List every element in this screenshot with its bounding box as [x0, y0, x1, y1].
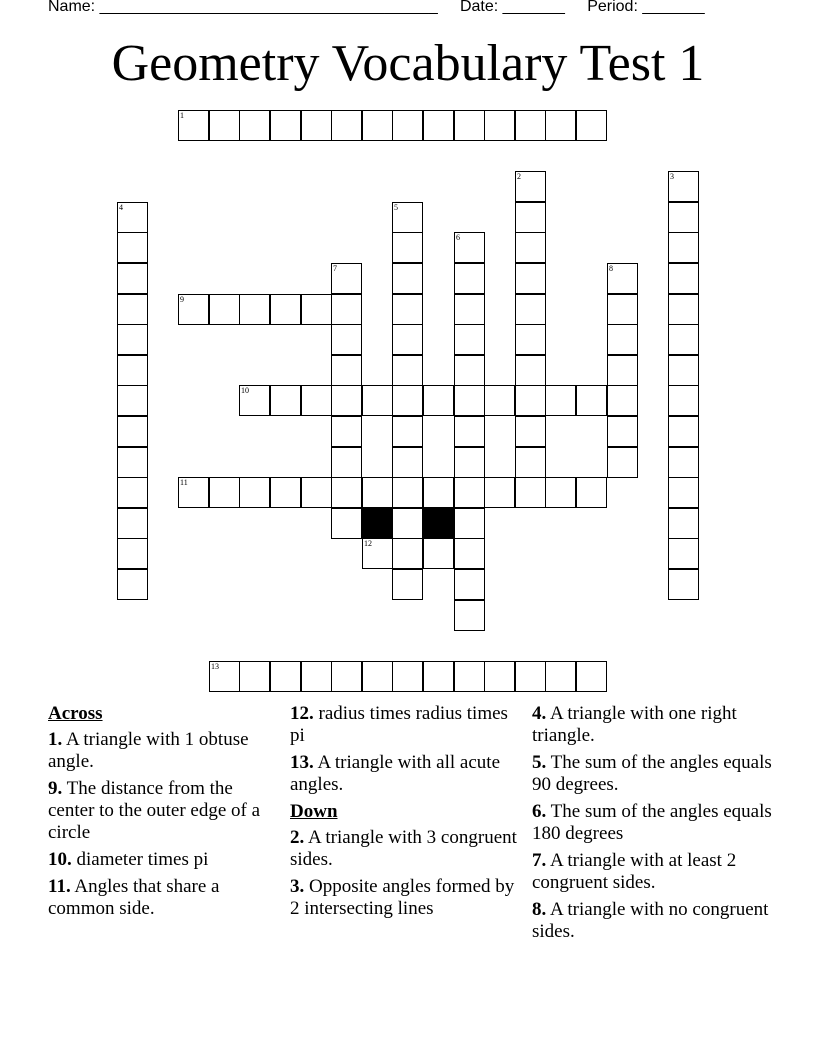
- crossword-cell[interactable]: [454, 110, 485, 141]
- crossword-cell[interactable]: [331, 110, 362, 141]
- crossword-cell[interactable]: [392, 263, 423, 294]
- clue-column-2: [290, 703, 518, 925]
- crossword-cell[interactable]: [515, 385, 546, 416]
- crossword-cell[interactable]: [239, 385, 270, 416]
- crossword-cell[interactable]: [301, 661, 332, 692]
- crossword-cell[interactable]: [454, 232, 485, 263]
- clue-number: 4: [119, 203, 123, 212]
- crossword-cell[interactable]: [454, 294, 485, 325]
- crossword-cell[interactable]: [668, 294, 699, 325]
- crossword-cell[interactable]: [484, 477, 515, 508]
- crossword-cell[interactable]: [209, 661, 240, 692]
- crossword-cell[interactable]: [270, 385, 301, 416]
- clue-down-6: 6. The sum of the angles equals 180 degrees: [532, 801, 772, 844]
- crossword-cell[interactable]: [484, 110, 515, 141]
- clue-down-8: 8. A triangle with no congruent sides.: [532, 899, 769, 942]
- crossword-cell[interactable]: [454, 508, 485, 539]
- clue-across-9: 9. The distance from the center to the outer edge of a circle: [48, 778, 261, 843]
- crossword-cell[interactable]: [545, 477, 576, 508]
- crossword-cell[interactable]: [515, 447, 546, 478]
- clue-across-11: 11. Angles that share a common side.: [48, 876, 220, 919]
- crossword-cell[interactable]: [117, 355, 148, 386]
- down-heading: Down: [290, 801, 338, 822]
- crossword-cell[interactable]: [392, 661, 423, 692]
- crossword-cell[interactable]: [239, 110, 270, 141]
- crossword-cell[interactable]: [545, 110, 576, 141]
- crossword-cell[interactable]: [454, 263, 485, 294]
- crossword-cell[interactable]: [515, 661, 546, 692]
- crossword-cell[interactable]: [423, 385, 454, 416]
- clue-number: 6: [456, 233, 460, 242]
- crossword-cell[interactable]: [362, 661, 393, 692]
- crossword-cell[interactable]: [454, 569, 485, 600]
- clue-number: 11: [180, 478, 188, 487]
- clue-number: 7: [333, 264, 337, 273]
- clue-down-5: 5. The sum of the angles equals 90 degrees.: [532, 752, 772, 795]
- crossword-cell[interactable]: [270, 477, 301, 508]
- page-title: Geometry Vocabulary Test 1: [111, 35, 705, 92]
- crossword-cell[interactable]: [331, 324, 362, 355]
- crossword-cell[interactable]: [392, 477, 423, 508]
- crossword-cell[interactable]: [454, 355, 485, 386]
- crossword-cell[interactable]: [668, 447, 699, 478]
- crossword-cell[interactable]: [362, 538, 393, 569]
- clue-column-3: [532, 703, 772, 948]
- period-blank[interactable]: _______: [642, 0, 705, 15]
- clue-across-1: 1. A triangle with 1 obtuse angle.: [48, 729, 249, 772]
- crossword-cell[interactable]: [239, 294, 270, 325]
- crossword-cell[interactable]: [178, 110, 209, 141]
- crossword-cell[interactable]: [576, 110, 607, 141]
- crossword-cell[interactable]: [331, 294, 362, 325]
- crossword-cell[interactable]: [668, 232, 699, 263]
- crossword-cell[interactable]: [331, 416, 362, 447]
- clue-across-12: 12. radius times radius times pi: [290, 703, 508, 746]
- crossword-cell[interactable]: [454, 661, 485, 692]
- crossword-cell[interactable]: [117, 538, 148, 569]
- crossword-cell[interactable]: [117, 569, 148, 600]
- clue-number: 10: [241, 386, 249, 395]
- crossword-cell[interactable]: [515, 232, 546, 263]
- clue-number: 13: [211, 662, 219, 671]
- period-label: Period:: [587, 0, 638, 15]
- crossword-cell[interactable]: [515, 477, 546, 508]
- clue-number: 3: [670, 172, 674, 181]
- clue-across-13: 13. A triangle with all acute angles.: [290, 752, 501, 795]
- crossword-cell[interactable]: [515, 416, 546, 447]
- crossword-cell[interactable]: [515, 324, 546, 355]
- crossword-block: [423, 508, 454, 539]
- crossword-cell[interactable]: [362, 477, 393, 508]
- crossword-cell[interactable]: [301, 110, 332, 141]
- clue-number: 5: [394, 203, 398, 212]
- crossword-cell[interactable]: [423, 661, 454, 692]
- crossword-cell[interactable]: [515, 110, 546, 141]
- crossword-cell[interactable]: [209, 477, 240, 508]
- crossword-block: [362, 508, 393, 539]
- clue-down-7: 7. A triangle with at least 2 congruent sides.: [532, 850, 737, 893]
- crossword-cell[interactable]: [607, 416, 638, 447]
- crossword-cell[interactable]: [515, 263, 546, 294]
- crossword-cell[interactable]: [454, 447, 485, 478]
- crossword-cell[interactable]: [392, 324, 423, 355]
- crossword-cell[interactable]: [423, 110, 454, 141]
- crossword-cell[interactable]: [117, 294, 148, 325]
- crossword-cell[interactable]: [117, 385, 148, 416]
- crossword-cell[interactable]: [668, 324, 699, 355]
- crossword-cell[interactable]: [392, 232, 423, 263]
- crossword-cell[interactable]: [607, 355, 638, 386]
- crossword-cell[interactable]: [178, 294, 209, 325]
- crossword-cell[interactable]: [270, 294, 301, 325]
- crossword-cell[interactable]: [117, 447, 148, 478]
- crossword-cell[interactable]: [117, 508, 148, 539]
- crossword-cell[interactable]: [454, 477, 485, 508]
- crossword-cell[interactable]: [668, 569, 699, 600]
- crossword-cell[interactable]: [576, 661, 607, 692]
- crossword-cell[interactable]: [607, 324, 638, 355]
- crossword-cell[interactable]: [117, 416, 148, 447]
- crossword-cell[interactable]: [484, 661, 515, 692]
- crossword-cell[interactable]: [392, 569, 423, 600]
- crossword-cell[interactable]: [515, 202, 546, 233]
- crossword-cell[interactable]: [668, 416, 699, 447]
- crossword-cell[interactable]: [454, 416, 485, 447]
- clue-number: 8: [609, 264, 613, 273]
- crossword-cell[interactable]: [117, 263, 148, 294]
- crossword-cell[interactable]: [454, 538, 485, 569]
- clue-across-10: 10. diameter times pi: [48, 849, 209, 870]
- crossword-cell[interactable]: [668, 385, 699, 416]
- crossword-cell[interactable]: [392, 416, 423, 447]
- crossword-cell[interactable]: [209, 294, 240, 325]
- name-label: Name:: [48, 0, 96, 15]
- crossword-cell[interactable]: [392, 202, 423, 233]
- crossword-cell[interactable]: [515, 171, 546, 202]
- crossword-cell[interactable]: [454, 324, 485, 355]
- crossword-cell[interactable]: [178, 477, 209, 508]
- crossword-cell[interactable]: [270, 110, 301, 141]
- clue-column-1: [48, 703, 278, 925]
- crossword-cell[interactable]: [392, 110, 423, 141]
- crossword-cell[interactable]: [117, 202, 148, 233]
- crossword-cell[interactable]: [331, 385, 362, 416]
- crossword-cell[interactable]: [331, 508, 362, 539]
- clue-down-3: 3. Opposite angles formed by 2 intersecting lines: [290, 876, 515, 919]
- crossword-cell[interactable]: [331, 263, 362, 294]
- crossword-cell[interactable]: [668, 263, 699, 294]
- clue-down-2: 2. A triangle with 3 congruent sides.: [290, 827, 517, 870]
- crossword-cell[interactable]: [301, 385, 332, 416]
- crossword-cell[interactable]: [545, 661, 576, 692]
- crossword-cell[interactable]: [454, 385, 485, 416]
- clue-number: 2: [517, 172, 521, 181]
- clue-number: 12: [364, 539, 372, 548]
- crossword-cell[interactable]: [454, 600, 485, 631]
- crossword-cell[interactable]: [607, 447, 638, 478]
- crossword-cell[interactable]: [362, 110, 393, 141]
- crossword-cell[interactable]: [331, 477, 362, 508]
- crossword-cell[interactable]: [545, 385, 576, 416]
- crossword-cell[interactable]: [392, 508, 423, 539]
- crossword-cell[interactable]: [331, 355, 362, 386]
- crossword-cell[interactable]: [392, 385, 423, 416]
- crossword-cell[interactable]: [668, 538, 699, 569]
- crossword-cell[interactable]: [362, 385, 393, 416]
- crossword-cell[interactable]: [668, 508, 699, 539]
- clue-number: 9: [180, 295, 184, 304]
- name-blank[interactable]: ______________________________________: [99, 0, 438, 15]
- crossword-cell[interactable]: [668, 202, 699, 233]
- date-label: Date:: [459, 0, 499, 15]
- crossword-cell[interactable]: [270, 661, 301, 692]
- crossword-cell[interactable]: [301, 294, 332, 325]
- crossword-cell[interactable]: [117, 477, 148, 508]
- crossword-cell[interactable]: [423, 477, 454, 508]
- crossword-cell[interactable]: [668, 171, 699, 202]
- clue-number: 1: [180, 111, 184, 120]
- crossword-cell[interactable]: [515, 294, 546, 325]
- across-heading: Across: [48, 703, 103, 724]
- crossword-cell[interactable]: [484, 385, 515, 416]
- crossword-cell[interactable]: [392, 355, 423, 386]
- crossword-cell[interactable]: [607, 385, 638, 416]
- crossword-cell[interactable]: [423, 538, 454, 569]
- crossword-cell[interactable]: [117, 324, 148, 355]
- crossword-cell[interactable]: [331, 447, 362, 478]
- crossword-cell[interactable]: [117, 232, 148, 263]
- crossword-cell[interactable]: [392, 447, 423, 478]
- crossword-cell[interactable]: [331, 661, 362, 692]
- clue-down-4: 4. A triangle with one right triangle.: [532, 703, 737, 746]
- crossword-cell[interactable]: [392, 538, 423, 569]
- crossword-cell[interactable]: [576, 477, 607, 508]
- crossword-cell[interactable]: [607, 263, 638, 294]
- crossword-cell[interactable]: [515, 355, 546, 386]
- crossword-cell[interactable]: [607, 294, 638, 325]
- crossword-cell[interactable]: [668, 355, 699, 386]
- crossword-cell[interactable]: [301, 477, 332, 508]
- crossword-cell[interactable]: [209, 110, 240, 141]
- crossword-cell[interactable]: [668, 477, 699, 508]
- crossword-cell[interactable]: [392, 294, 423, 325]
- date-blank[interactable]: _______: [502, 0, 565, 15]
- crossword-cell[interactable]: [239, 477, 270, 508]
- crossword-cell[interactable]: [576, 385, 607, 416]
- crossword-cell[interactable]: [239, 661, 270, 692]
